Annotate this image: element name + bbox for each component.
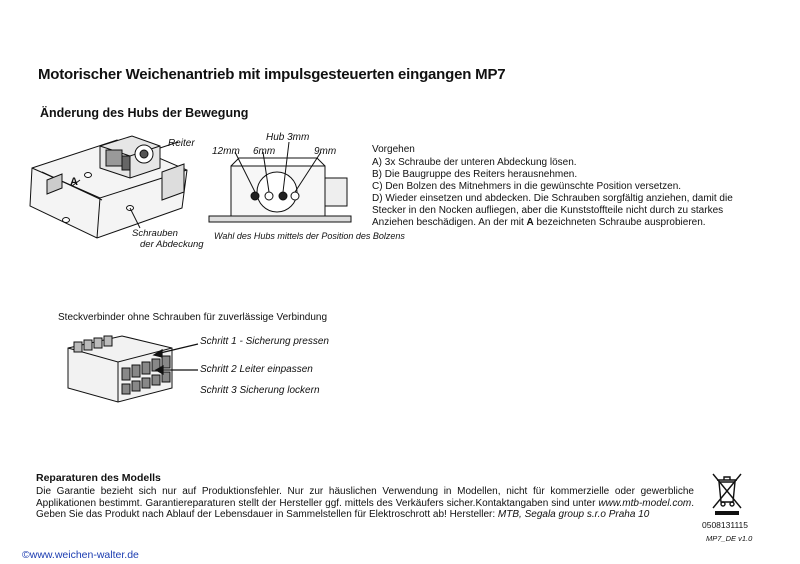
section-heading-stroke: Änderung des Hubs der Bewegung (40, 106, 249, 120)
crossed-out-wheelie-bin-icon (710, 472, 744, 516)
procedure (372, 144, 752, 229)
connector-step-1: Schritt 1 - Sicherung pressen (200, 336, 329, 347)
copyright-link[interactable]: ©www.weichen-walter.de (22, 549, 139, 561)
repair-text-main: Die Garantie bezieht sich nur auf Produktionsfehler. Nur zur häuslichen Verwendung in Modellen, nicht für kommerzielle oder gewerbliche Applikationen bestimmt. Garantiereparaturen stellt der Hersteller ggf. mittels des Verkäufers sicher.Kontaktangaben sind unter (36, 486, 694, 509)
label-9mm: 9mm (314, 146, 337, 157)
label-stroke-3mm: Hub 3mm (266, 132, 310, 143)
manufacturer-url: www.mtb-model.com (598, 497, 692, 509)
repair-text (36, 486, 694, 521)
document-version: MP7_DE v1.0 (706, 534, 753, 543)
connector-step-2: Schritt 2 Leiter einpassen (200, 364, 313, 375)
connector-heading: Steckverbinder ohne Schrauben für zuverlässige Verbindung (58, 312, 328, 323)
label-cover-screws-2: der Abdeckung (140, 239, 204, 250)
stroke-selector-drawing (205, 156, 355, 226)
procedure-step-b: B) Die Baugruppe des Reiters herausnehmen. (372, 169, 578, 180)
procedure-step-c: C) Den Bolzen des Mitnehmers in die gewünschte Position versetzen. (372, 181, 682, 192)
label-12mm: 12mm (212, 146, 240, 157)
repair-heading: Reparaturen des Modells (36, 472, 161, 484)
procedure-step-d-text-end: bezeichneten Schraube ausprobieren. (533, 217, 706, 228)
label-screw-a: A (70, 176, 78, 188)
procedure-step-d-marker: A (526, 217, 534, 228)
procedure-step-d (372, 193, 752, 229)
page-title: Motorischer Weichenantrieb mit impulsgesteuerten eingangen MP7 (38, 66, 506, 83)
procedure-heading: Vorgehen (372, 144, 415, 155)
procedure-step-a: A) 3x Schraube der unteren Abdeckung lösen. (372, 157, 577, 168)
label-6mm: 6mm (253, 146, 276, 157)
manufacturer-name: MTB, Segala group s.r.o Praha 10 (497, 509, 650, 520)
serial-number: 0508131115 (702, 520, 749, 530)
procedure-step-d-text: D) Wieder einsetzen und abdecken. Die Schrauben sorgfältig anziehen, damit die Stecker in den Nocken aufliegen, aber die Kunststoffteile nicht durch zu starkes Anziehen beschädigen. An der mit (372, 193, 733, 228)
stroke-caption: Wahl des Hubs mittels der Position des Bolzens (214, 231, 405, 241)
label-rider: Reiter (168, 138, 195, 149)
label-cover-screws-1: Schrauben (132, 228, 178, 239)
connector-step-3: Schritt 3 Sicherung lockern (200, 385, 320, 396)
repair-text-disposal: . Geben Sie das Produkt nach Ablauf der Lebensdauer in Sammelstellen für Elektroschrott ab! Hersteller: (36, 497, 694, 520)
